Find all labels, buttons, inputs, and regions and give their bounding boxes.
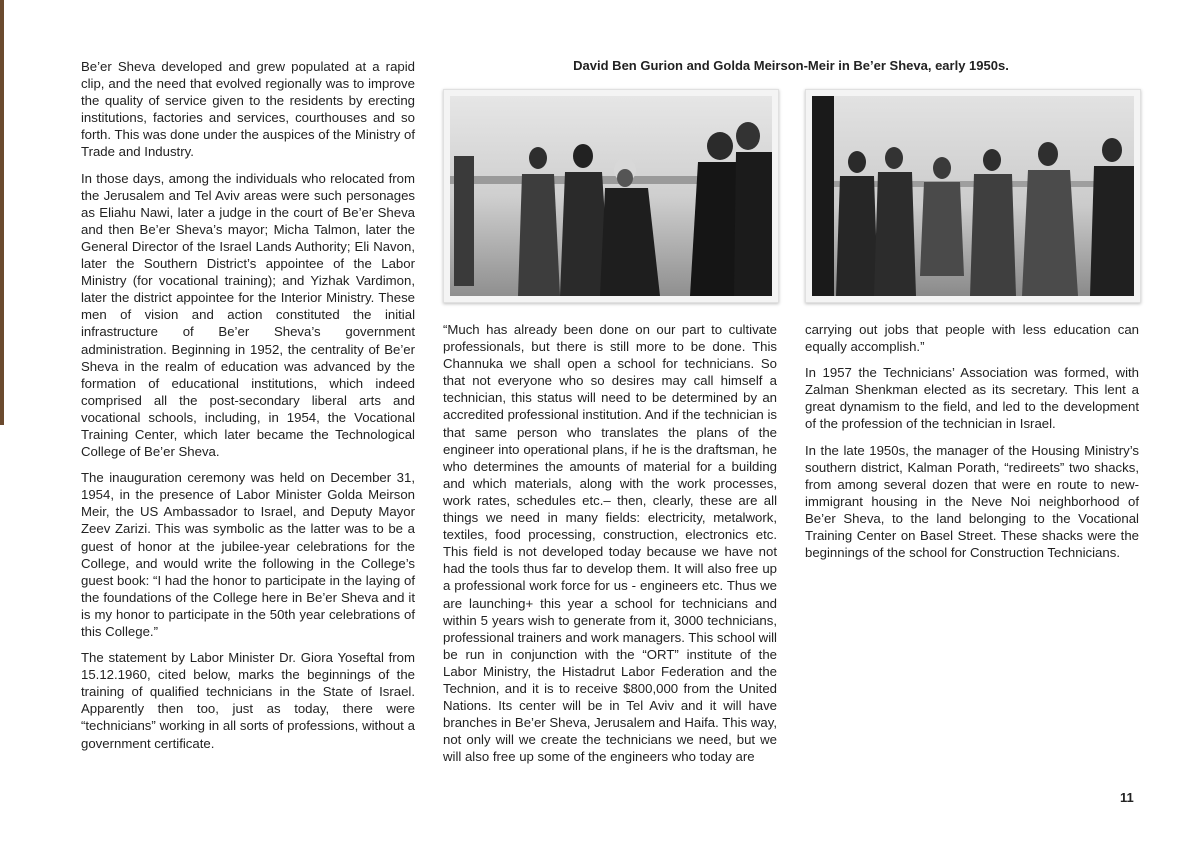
- paragraph: In 1957 the Technicians’ Association was formed, with Zalman Shenkman elected as its secretary. This lent a great dynamism to the field, and led to the development of the profession of the technician in Israel.: [805, 365, 1139, 432]
- photo-image: [450, 96, 772, 296]
- quote-paragraph: “Much has already been done on our part to cultivate professionals, but there is still more to be done. This Channuka we shall open a school for technicians. So that not everyone who so desires may call himself a technician, this status will need to be determined by an accredited professional institution. And if the technician is that same person who translates the plans of the engineer into operational plans, if he is the draftsman, he who determines the amounts of material for a building and which materials, along with the work processes, work rates, schedules etc.– then, clearly, these are all things we need in many fields: electricity, metalwork, textiles, food processing, construction, electronics etc. This field is not developed today because we have not had the tools thus far to develop them. It will also free up a professional work force for us - engineers etc. Thus we are launching+ this year a school for technicians and within 5 years wish to generate from it, 3000 technicians, professional trainers and work managers. This school will be run in conjunction with the “ORT” institute of the Labor Ministry, the Histadrut Labor Federation and the Technion, and it is to receive $800,000 from the United Nations. Its center will be in Tel Aviv and it will have branches in Be’er Sheva, Jerusalem and Haifa. This way, not only will we create the technicians we need, but we will also free up some of the engineers who today are: [443, 322, 777, 765]
- text-column-right: [805, 321, 1139, 570]
- paragraph: carrying out jobs that people with less education can equally accomplish.”: [805, 322, 1139, 355]
- paragraph: The statement by Labor Minister Dr. Giora Yoseftal from 15.12.1960, cited below, marks the beginnings of the training of qualified technicians in the State of Israel. Apparently then too, just as today, there were “technicians” working in all sorts of professions, without a government certificate.: [81, 650, 415, 751]
- text-column-left: [81, 58, 415, 761]
- photo-ben-gurion-group: [443, 89, 779, 303]
- paragraph: In those days, among the individuals who relocated from the Jerusalem and Tel Aviv areas were such personages as Eliahu Nawi, later a judge in the court of Be’er Sheva and then Be’er Sheva’s mayor; Micha Talmon, later the General Director of the Israel Lands Authority; Eli Navon, later the Southern District’s appointee of the Labor Ministry (for vocational training); and Yizhak Vardimon, later the district appointee for the Interior Ministry. These men of vision and action constituted the initial infrastructure of Be’er Sheva’s government administration. Beginning in 1952, the centrality of Be’er Sheva in the realm of education was advanced by the formation of educational institutions, which indeed comprised all the post-secondary liberal arts and vocational schools, including, in 1954, the Vocational Training Center, which later became the Technological College of Be’er Sheva.: [81, 170, 415, 460]
- photo-image: [812, 96, 1134, 296]
- page-edge-strip: [0, 0, 4, 425]
- paragraph: The inauguration ceremony was held on December 31, 1954, in the presence of Labor Minister Golda Meirson Meir, the US Ambassador to Israel, and Deputy Mayor Zeev Zarizi. This was symbolic as the latter was to be a guest of honor at the jubilee-year celebrations for the College, and would write the following in the College’s guest book: “I had the honor to participate in the laying of the foundations of the College here in Be’er Sheva and it is my honor to participate in the 50th year celebrations of this College.”: [81, 470, 415, 639]
- photo-caption: David Ben Gurion and Golda Meirson-Meir in Be’er Sheva, early 1950s.: [573, 58, 1009, 73]
- photo-golda-meir-group: [805, 89, 1141, 303]
- paragraph: Be’er Sheva developed and grew populated at a rapid clip, and the need that evolved regionally was to improve the quality of service given to the residents by erecting institutions, factories and services, courthouses and so forth. This was done under the auspices of the Ministry of Trade and Industry.: [81, 59, 416, 160]
- page-number: 11: [1120, 790, 1134, 805]
- text-column-middle: [443, 321, 777, 774]
- paragraph: In the late 1950s, the manager of the Housing Ministry’s southern district, Kalman Porath, “redireets” two shacks, from among several dozen that were en route to new-immigrant housing in the Neve Noi neighborhood of Be’er Sheva, to the land belonging to the Vocational Training Center on Basel Street. These shacks were the beginnings of the school for Construction Technicians.: [805, 442, 1139, 561]
